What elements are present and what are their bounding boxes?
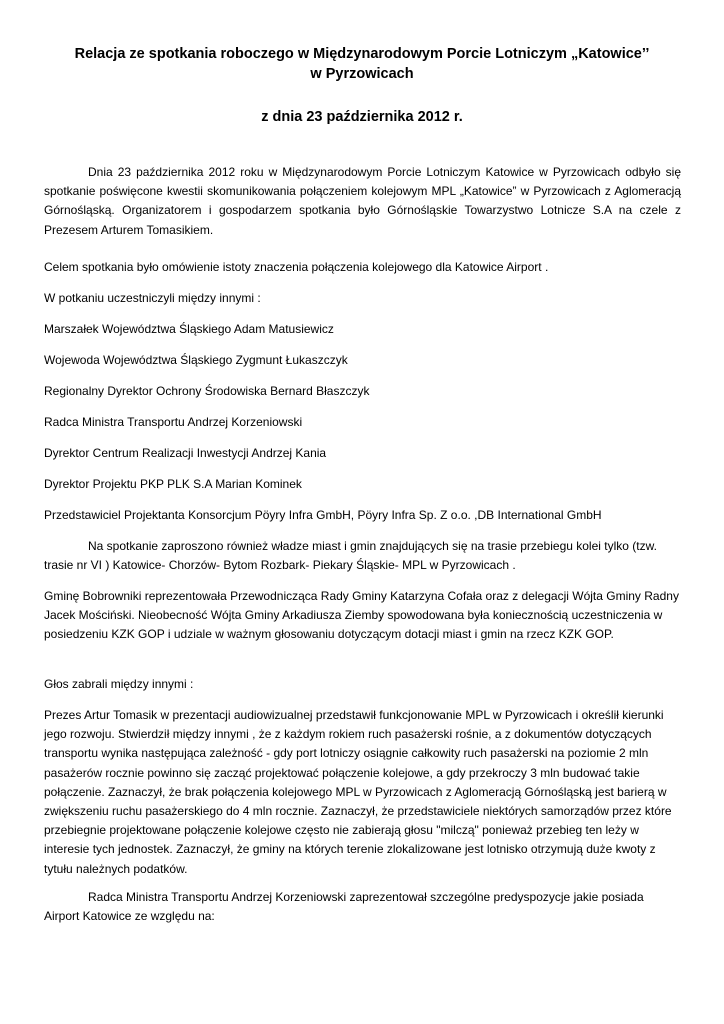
participants-intro: W potkaniu uczestniczyli między innymi : [44, 291, 261, 305]
title-date: z dnia 23 października 2012 r. [261, 109, 463, 125]
korzeniowski-paragraph: Radca Ministra Transportu Andrzej Korzeniowski zaprezentował szczególne predyspozycje jakie posiada Airport Katowice ze względu na: [44, 890, 644, 924]
participant-item: Wojewoda Województwa Śląskiego Zygmunt Łukaszczyk [44, 353, 348, 367]
title-line-1: Relacja ze spotkania roboczego w Międzynarodowym Porcie Lotniczym „Katowice’’ [74, 46, 650, 62]
purpose-paragraph: Celem spotkania było omówienie istoty znaczenia połączenia kolejowego dla Katowice Airport . [44, 260, 549, 274]
participant-item: Regionalny Dyrektor Ochrony Środowiska Bernard Błaszczyk [44, 384, 370, 398]
participant-item: Radca Ministra Transportu Andrzej Korzeniowski [44, 415, 303, 429]
participant-item: Dyrektor Projektu PKP PLK S.A Marian Kominek [44, 477, 302, 491]
document-title [40, 44, 684, 84]
bobrowniki-paragraph: Gminę Bobrowniki reprezentowała Przewodnicząca Rady Gminy Katarzyna Cofała oraz z delegacji Wójta Gminy Radny Jacek Mościński. Nieobecność Wójta Gminy Arkadiusza Ziemby spowodowana była koniecznością uczestniczenia w posiedzeniu KZK GOP i udziale w ważnym głosowaniu dotyczącym dotacji miast i gmin na rzecz KZK GOP. [44, 589, 679, 642]
tomasik-paragraph: Prezes Artur Tomasik w prezentacji audiowizualnej przedstawił funkcjonowanie MPL w Pyrzowicach i określił kierunki jego rozwoju. Stwierdził między innymi , że z każdym rokiem ruch pasażerski rośnie, a z dokumentów dotyczących transportu wynika następująca zależność - gdy port lotniczy osiągnie całkowity ruch pasażerski na poziomie 2 mln pasażerów rocznie powinno się zacząć projektować połączenie kolejowe, a gdy przekroczy 3 mln budować takie połączenie. Zaznaczył, że brak połączenia kolejowego MPL w Pyrzowicach z Aglomeracją Górnośląską jest barierą w zwiększeniu ruchu pasażerskiego do 4 mln rocznie. Zaznaczył, że przedstawiciele niektórych samorządów przez które przebiegnie projektowane połączenie kolejowe często nie zabierają głosu "milczą" ponieważ przebieg ten leży w interesie tych jednostek. Zaznaczył, że gminy na których terenie zlokalizowane jest lotnisko otrzymują duże kwoty z tytułu należnych podatków. [44, 708, 672, 876]
title-line-2: w Pyrzowicach [310, 66, 414, 82]
participant-item: Dyrektor Centrum Realizacji Inwestycji Andrzej Kania [44, 446, 327, 460]
speakers-intro: Głos zabrali między innymi : [44, 677, 194, 691]
participant-item: Przedstawiciel Projektanta Konsorcjum Pöyry Infra GmbH, Pöyry Infra Sp. Z o.o. ,DB International GmbH [44, 508, 602, 522]
invited-paragraph: Na spotkanie zaproszono również władze miast i gmin znajdujących się na trasie przebiegu kolei tylko (tzw. trasie nr VI ) Katowice- Chorzów- Bytom Rozbark- Piekary Śląskie- MPL w Pyrzowicach . [44, 539, 657, 573]
participant-item: Marszałek Województwa Śląskiego Adam Matusiewicz [44, 322, 334, 336]
intro-paragraph: Dnia 23 października 2012 roku w Międzynarodowym Porcie Lotniczym Katowice w Pyrzowicach odbyło się spotkanie poświęcone kwestii skomunikowania połączeniem kolejowym MPL „Katowice” w Pyrzowicach z Aglomeracją Górnośląską. Organizatorem i gospodarzem spotkania było Górnośląskie Towarzystwo Lotnicze S.A na czele z Prezesem Arturem Tomasikiem. [44, 165, 681, 237]
